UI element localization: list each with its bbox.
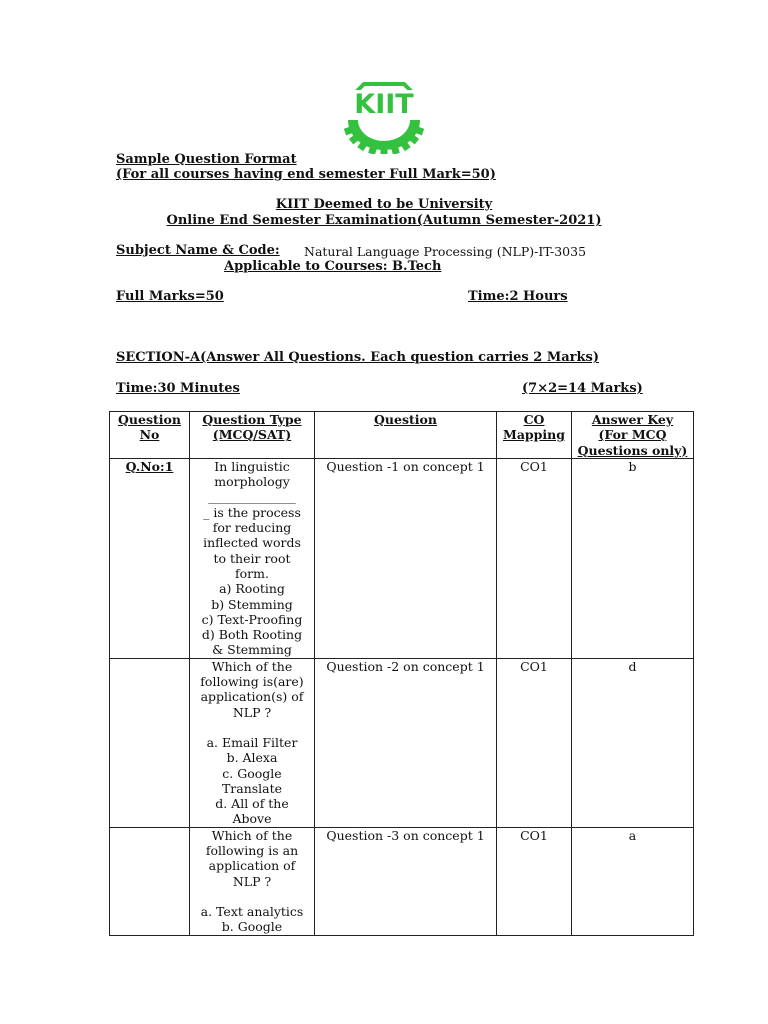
question-cell: Question -1 on concept 1 <box>315 458 497 658</box>
question-text-line: NLP ? <box>232 704 272 720</box>
header-answer-key: Answer Key (For MCQ Questions only) <box>572 412 694 459</box>
question-text-line: c. Google <box>222 765 282 781</box>
exam-time: Time:2 Hours <box>468 289 568 304</box>
subject-value: Natural Language Processing (NLP)-IT-3035 <box>304 244 587 259</box>
question-no-cell <box>110 658 190 827</box>
question-text-line: c) Text-Proofing <box>201 611 303 627</box>
question-text-line: ______________ <box>208 489 296 505</box>
question-text-line: b. Google <box>221 919 283 935</box>
logo-text: KIIT <box>354 89 414 120</box>
section-time: Time:30 Minutes <box>116 381 240 396</box>
question-text-line <box>193 720 311 735</box>
answer-key-cell: b <box>572 458 694 658</box>
question-text-line: In linguistic <box>214 458 290 474</box>
question-type-cell <box>190 458 315 658</box>
question-type-cell <box>190 658 315 827</box>
question-cell: Question -2 on concept 1 <box>315 658 497 827</box>
table-row <box>110 658 694 827</box>
full-marks: Full Marks=50 <box>116 289 224 304</box>
applicable-courses: Applicable to Courses: B.Tech <box>224 259 442 274</box>
question-type-cell <box>190 827 315 935</box>
section-title: SECTION-A(Answer All Questions. Each question carries 2 Marks) <box>116 350 599 365</box>
header-co-mapping: CO Mapping <box>497 412 572 459</box>
university-name: KIIT Deemed to be University <box>275 197 493 212</box>
question-text-line: morphology <box>214 474 290 490</box>
question-text-line: Translate <box>221 780 283 796</box>
question-text-line: to their root <box>213 550 291 566</box>
question-text-line: inflected words <box>203 535 301 551</box>
question-text-line: b. Alexa <box>226 750 278 766</box>
kiit-logo <box>334 80 434 154</box>
question-text-line: application(s) of <box>200 689 304 705</box>
question-text-line: application of <box>208 858 296 874</box>
question-text-line: a. Email Filter <box>206 734 298 750</box>
question-text-line: & Stemming <box>212 642 292 658</box>
format-note: (For all courses having end semester Full Mark=50) <box>116 167 496 182</box>
question-text-line: NLP ? <box>232 873 272 889</box>
table-row <box>110 827 694 935</box>
co-mapping-cell: CO1 <box>497 658 572 827</box>
table-row <box>110 458 694 658</box>
question-text-line: form. <box>235 565 269 581</box>
question-text-line: b) Stemming <box>211 596 293 612</box>
question-text-line: following is(are) <box>200 674 304 690</box>
answer-key-cell: d <box>572 658 694 827</box>
question-table <box>109 411 694 936</box>
question-text-line: Which of the <box>211 658 293 674</box>
question-cell: Question -3 on concept 1 <box>315 827 497 935</box>
question-text-line: for reducing <box>212 520 292 536</box>
exam-title: Online End Semester Examination(Autumn Semester-2021) <box>166 213 602 228</box>
question-no-cell <box>110 827 190 935</box>
co-mapping-cell: CO1 <box>497 827 572 935</box>
co-mapping-cell: CO1 <box>497 458 572 658</box>
question-text-line: a. Text analytics <box>200 903 304 919</box>
section-marks: (7×2=14 Marks) <box>522 381 643 396</box>
question-text-line <box>193 889 311 904</box>
question-text-line: following is an <box>205 843 299 859</box>
question-text-line: _ is the process <box>203 504 301 520</box>
question-text-line: d. All of the <box>215 796 289 812</box>
question-text-line: a) Rooting <box>219 581 285 597</box>
header-question: Question <box>315 412 497 459</box>
header-question-no: Question No <box>110 412 190 459</box>
table-header-row <box>110 412 694 459</box>
subject-label: Subject Name & Code: <box>116 243 280 258</box>
question-no-cell: Q.No:1 <box>110 458 190 658</box>
header-question-type: Question Type (MCQ/SAT) <box>190 412 315 459</box>
question-text-line: Which of the <box>211 827 293 843</box>
format-title: Sample Question Format <box>116 152 297 167</box>
answer-key-cell: a <box>572 827 694 935</box>
question-text-line: d) Both Rooting <box>201 627 303 643</box>
question-text-line: Above <box>232 811 272 827</box>
